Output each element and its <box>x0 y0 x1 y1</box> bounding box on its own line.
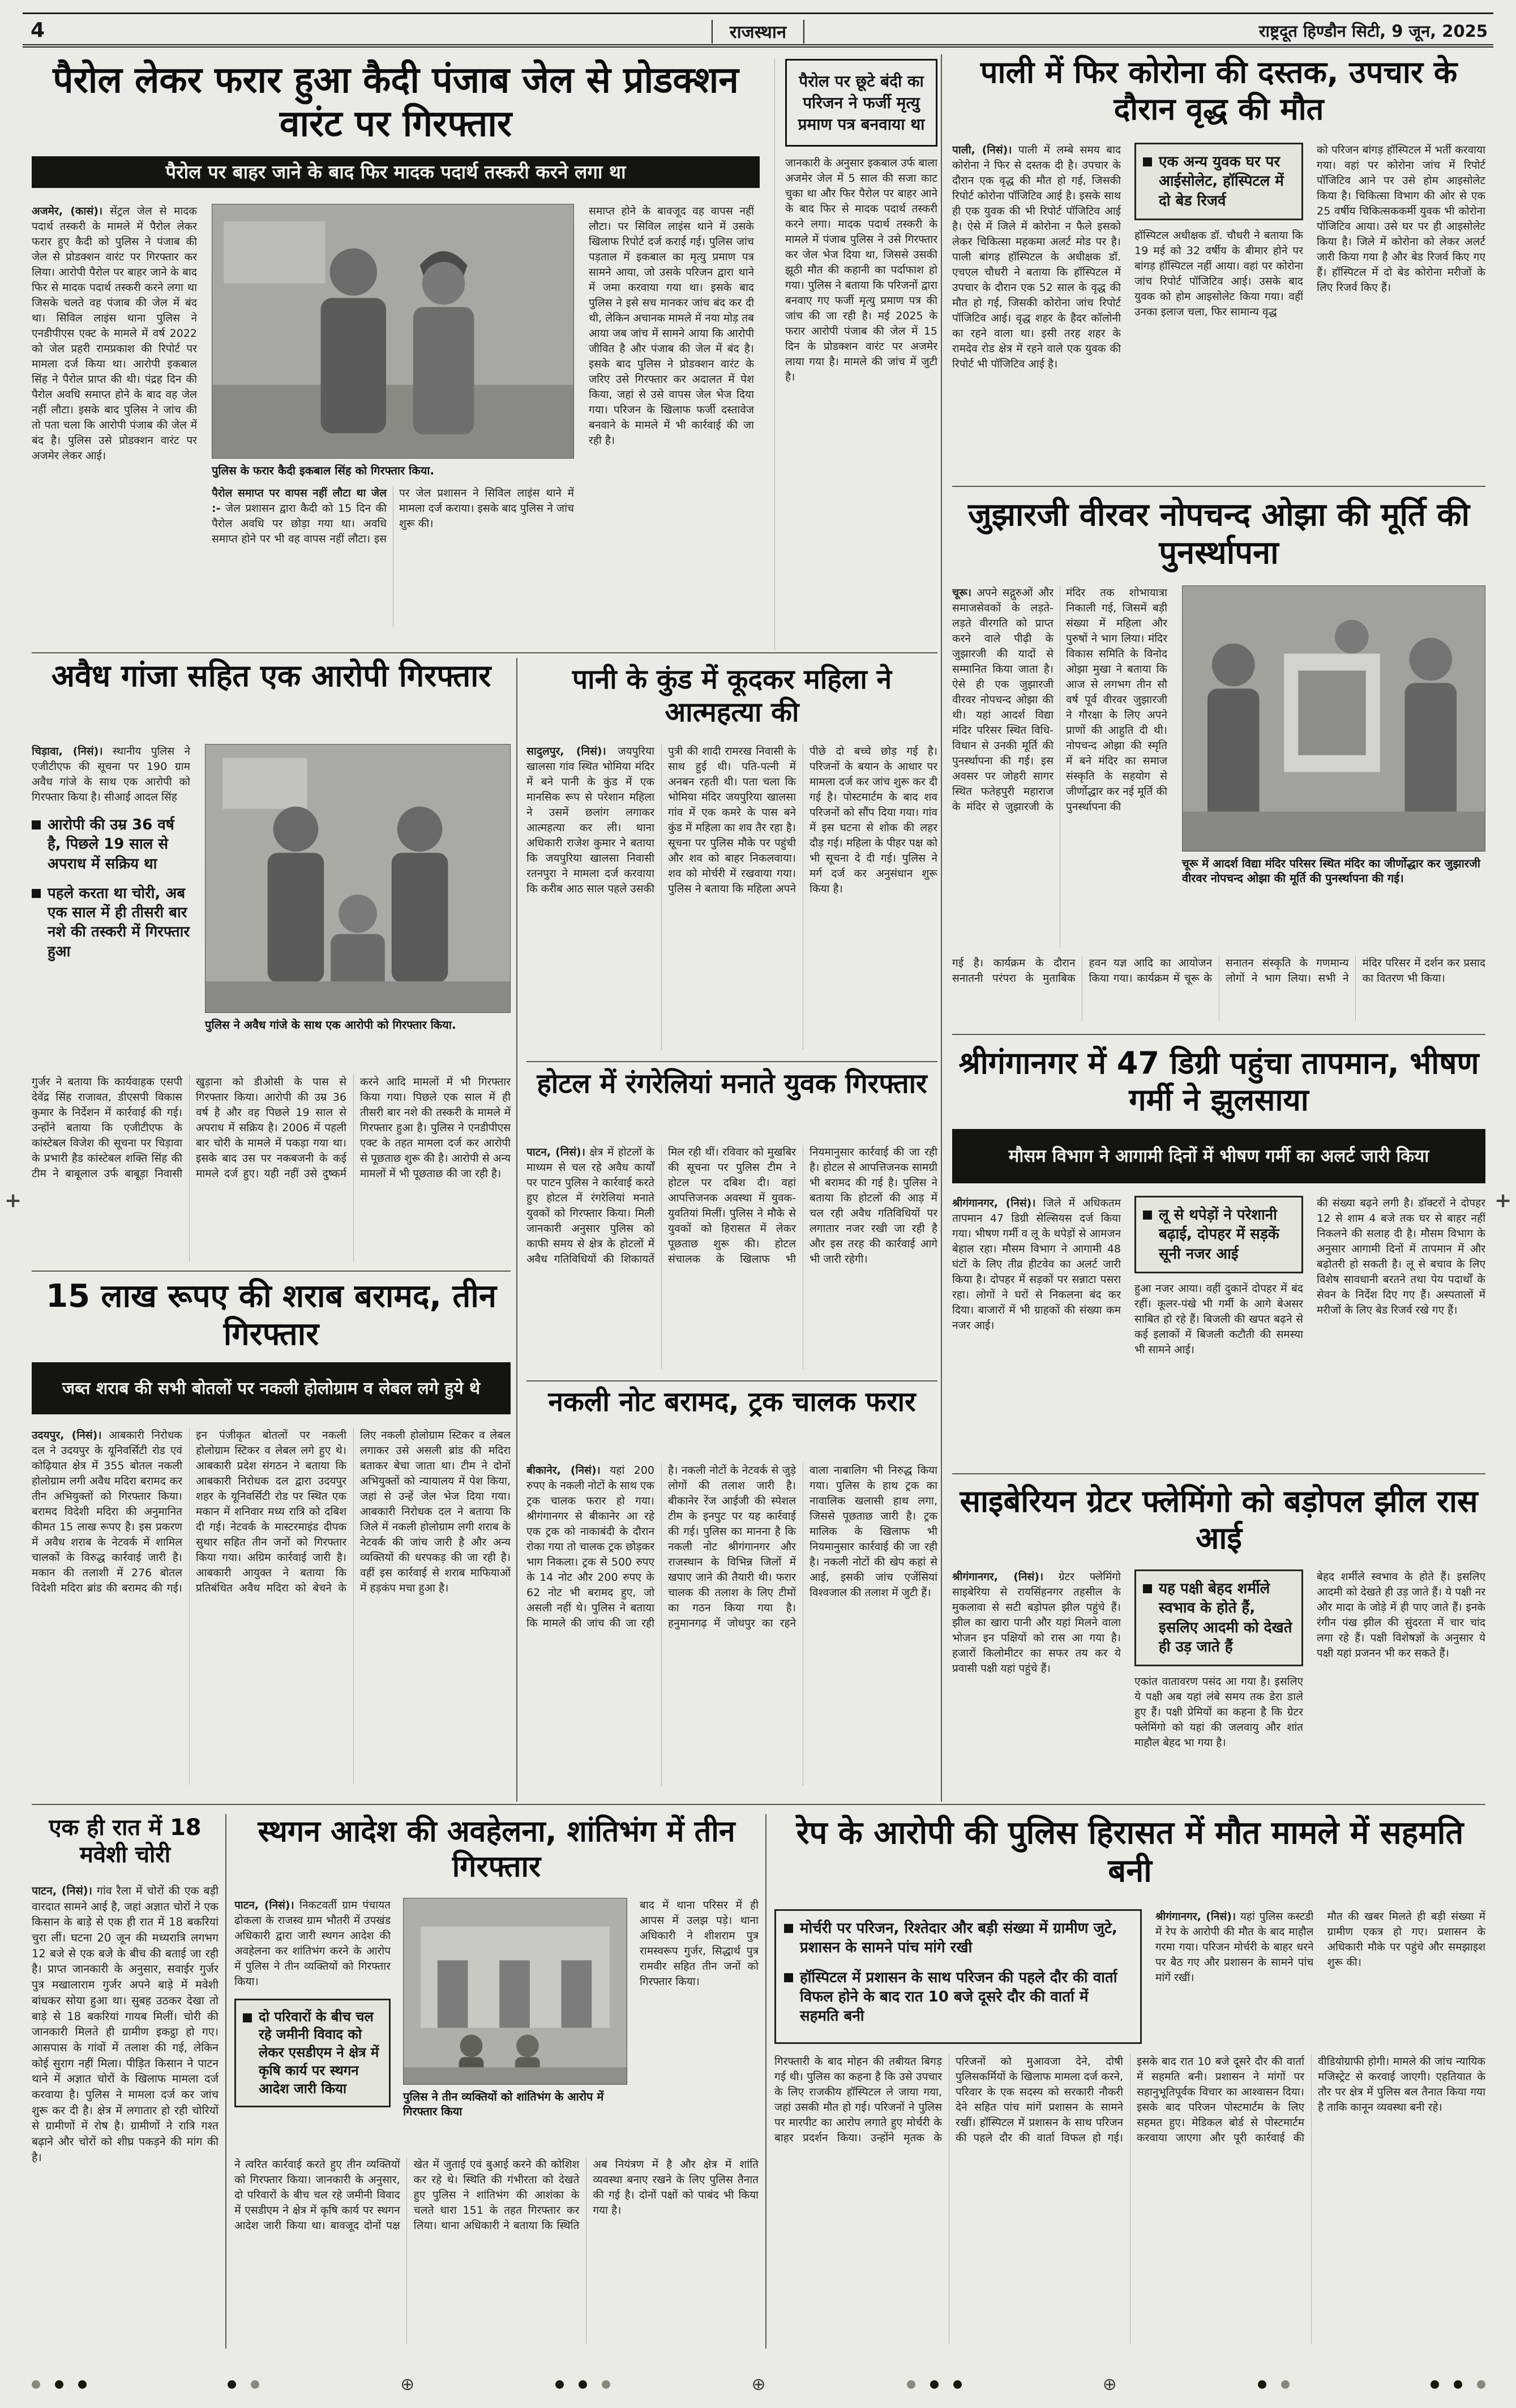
body-column: मौत की खबर मिलते ही बड़ी संख्या में ग्रामीण एकत्र हो गए। प्रशासन के अधिकारी मौके पर पहुंचे और समझाइश शुरू की। <box>1327 1910 1486 1969</box>
photo-illustration <box>404 1898 627 2084</box>
dateline: चूरू। <box>952 587 972 599</box>
article-pali-corona <box>952 54 1485 478</box>
article-body: पाटन, (निसं)। क्षेत्र में होटलों के माध्यम से चल रहे अवैध कार्यों पर पाटन पुलिस ने कार्रवाई करते हुए होटल में रंगरेलियां मनाते युवकों को गिरफ्तार किया। मिली जानकारी अनुसार पुलिस को काफी समय से क्षेत्र के होटलों में अवैध गतिविधियों की शिकायतें मिल रही थीं। रविवार को मुखबिर की सूचना पर पुलिस टीम ने होटल पर दबिश दी। वहां आपत्तिजनक अवस्था में युवक-युवतियां मिलीं। पुलिस ने मौके से युवकों को हिरासत में लेकर पूछताछ शुरू की। होटल संचालक के खिलाफ भी नियमानुसार कार्रवाई की जा रही है। होटल से आपत्तिजनक सामग्री भी बरामद की गई है। पुलिस ने बताया कि होटलों की आड़ में चल रही अवैध गतिविधियों पर लगातार नजर रखी जा रही है और इस तरह की कार्रवाई आगे भी जारी रहेगी। <box>526 1146 937 1265</box>
ganja-arrest-photo <box>205 744 511 1013</box>
body-column: यह पक्षी बेहद शर्मीले स्वभाव के होते हैं, इसलिए आदमी को देखते ही उड़ जाते हैं एकांत वातावरण पसंद आ गया है। इसलिए ये पक्षी अब यहां लंबे समय तक डेरा डाले हुए हैं। पक्षी प्रेमियों का कहना है कि ग्रेटर फ्लेमिंगो को यहां की जलवायु और शांत माहौल बेहद भा गया है। <box>1134 1569 1303 1793</box>
dot-cluster <box>907 2380 962 2389</box>
article-body <box>32 204 760 650</box>
bullet-box <box>774 1909 1142 2044</box>
body-column: अजमेर, (कासं)। सेंट्रल जेल से मादक पदार्थ तस्करी के मामले में पैरोल लेकर फरार हुए कैदी को पुलिस ने पंजाब की जेल से प्रोडक्शन वारंट पर गिरफ्तार कर लिया। आरोपी पैरोल पर बाहर जाने के बाद फिर से मादक पदार्थ तस्करी करने लगा था जिसके चलते वह पंजाब की जेल में बंद था। सिविल लाइंस थाना पुलिस ने एनडीपीएस एक्ट के मामले में वर्ष 2022 को जेल प्रहरी रामप्रकाश की रिपोर्ट पर मामला दर्ज किया था। आरोपी इकबाल सिंह ने पैरोल प्राप्त की थी। पंद्रह दिन की पैरोल अवधि समाप्त होने के बाद वह जेल नहीं लौटा। इसके बाद पुलिस ने जांच की तो पता चला कि आरोपी पंजाब की जेल में बंद है। पुलिस उसे प्रोडक्शन वारंट पर अजमेर लेकर आई। <box>32 205 197 462</box>
body-column: समाप्त होने के बावजूद वह वापस नहीं लौटा। पर सिविल लाइंस थाने में उसके खिलाफ रिपोर्ट दर्ज कराई गई। पुलिस जांच पड़ताल में इकबाल का मृत्यु प्रमाण पत्र सामने आया, जो उसके परिजन द्वारा थाने में जमा करवाया गया था। इसके बाद पुलिस ने इसे सच मानकर जांच बंद कर दी थी, लेकिन अचानक मामले में नया मोड़ तब आया जब जांच में सामने आया कि आरोपी जीवित है और पंजाब की जेल में बंद है। इसके बाद पुलिस ने प्रोडक्शन वारंट के जरिए उसे गिरफ्तार कर अदालत में पेश किया, जहां से उसे वापस जेल भेज दिया गया। परिजन के खिलाफ फर्जी दस्तावेज बनवाने के मामले में भी कार्रवाई की जा रही है। <box>589 205 754 447</box>
body-column: बाद में थाना परिसर में ही आपस में उलझ पड़े। थाना अधिकारी ने शीशराम पुत्र रामस्वरूप गुर्जर, सिद्धार्थ पुत्र रामवीर सहित तीन जनों को गिरफ्तार किया। <box>640 1899 759 1988</box>
body-column: पाटन, (निसं)। निकटवर्ती ग्राम पंचायत ढोकला के राजस्व ग्राम भौतरी में उपखंड अधिकारी द्वारा जारी स्थगन आदेश की अवहेलना कर शांतिभंग करने के आरोप में पुलिस ने तीन व्यक्तियों को गिरफ्तार किया। दो परिवारों के बीच चल रहे जमीनी विवाद को लेकर एसडीएम ने क्षेत्र में कृषि कार्य पर स्थगन आदेश जारी किया <box>234 1898 391 2147</box>
photo-block <box>205 744 511 1061</box>
square-bullet-icon <box>784 1973 793 1982</box>
section-rule <box>32 652 937 653</box>
body-column: की संख्या बढ़ने लगी है। डॉक्टरों ने दोपहर 12 से शाम 4 बजे तक घर से बाहर नहीं निकलने की सलाह दी है। मौसम विभाग के अनुसार आगामी दिनों में तापमान में और बढ़ोतरी हो सकती है। लू से बचाव के लिए विशेष सावधानी बरतने तथा पेय पदार्थों के सेवन के निर्देश दिए गए हैं। अस्पतालों में मरीजों के लिए बेड रिजर्व रखे गए हैं। <box>1317 1197 1485 1316</box>
photo-illustration <box>212 204 573 458</box>
section-rule <box>32 1804 1485 1805</box>
square-bullet-icon <box>32 889 41 898</box>
idol-reinstallation-photo <box>1182 585 1485 852</box>
article-sthagan <box>234 1814 759 2349</box>
article-flamingo <box>952 1483 1485 1796</box>
headline: 15 लाख रूपए की शराब बरामद, तीन गिरफ्तार <box>46 1278 496 1353</box>
photo-caption: चूरू में आदर्श विद्या मंदिर परिसर स्थित मंदिर का जीर्णोद्धार कर जुझारजी वीरवर नोपचन्द ओझा की मूर्ति की पुनर्स्थापना की गई। <box>1182 857 1480 885</box>
column-divider <box>765 1814 766 2349</box>
page-number: 4 <box>31 19 45 42</box>
dateline: सादुलपुर, (निसं)। <box>526 745 606 758</box>
article-body <box>952 585 1485 948</box>
dateline: पाटन, (निसं)। <box>526 1146 585 1158</box>
square-bullet-icon <box>1143 1211 1152 1220</box>
photo-caption: पुलिस के फरार कैदी इकबाल सिंह को गिरफ्तार किया. <box>212 464 435 477</box>
section-rule <box>952 1473 1485 1474</box>
headline: रेप के आरोपी की पुलिस हिरासत में मौत मामले में सहमति बनी <box>796 1815 1464 1890</box>
police-station-photo <box>403 1898 627 2085</box>
crosshair-icon: ⊕ <box>400 2374 415 2394</box>
highlight-box: यह पक्षी बेहद शर्मीले स्वभाव के होते हैं, इसलिए आदमी को देखते ही उड़ जाते हैं <box>1134 1569 1303 1666</box>
article-body <box>952 1569 1485 1793</box>
section-rule <box>526 1380 937 1382</box>
article-nakli-note <box>526 1386 937 1790</box>
article-body: सादुलपुर, (निसं)। जयपुरिया खालसा गांव स्थित भोमिया मंदिर में बने पानी के कुंड में एक मानसिक रूप से परेशान महिला ने उसमें छलांग लगाकर आत्महत्या कर ली। थाना अधिकारी राजेश कुमार ने बताया कि जयपुरिया खालसा निवासी रतनपुरा ने मामला दर्ज करवाया कि करीब आठ साल पहले उसकी पुत्री की शादी रामरख निवासी के साथ हुई थी। पति-पत्नी में अनबन रहती थी। पता चला कि भोमिया मंदिर जयपुरिया खालसा गांव में एक कमरे के पास बने कुंड में महिला का शव तैर रहा है। सूचना पर पुलिस मौके पर पहुंची और शव को बाहर निकलवाया। शव को मोर्चरी में रखवाया गया। पुलिस ने बताया कि महिला अपने पीछे दो बच्चे छोड़ गई है। परिजनों के बयान के आधार पर मामला दर्ज कर जांच शुरू कर दी गई है। पोस्टमार्टम के बाद शव परिजनों को सौंप दिया गया। गांव में इस घटना से शोक की लहर दौड़ गई। महिला के पीहर पक्ष को भी सूचना दे दी गई। पुलिस ने मर्ग दर्ज कर अनुसंधान शुरू किया है। <box>526 745 937 895</box>
article-body: गुर्जर ने बताया कि कार्यवाहक एसपी देवेंद्र सिंह राजावत, डीएसपी विकास कुमार के निर्देशन में कार्रवाई की गई। उन्होंने बताया कि एजीटीएफ के कांस्टेबल विजेश की सूचना पर चिड़ावा के प्रभारी हैड कांस्टेबल शक्ति सिंह की टीम ने बाबूलाल उर्फ बाबूड़ा निवासी खुड़ाना को डीओसी के पास से गिरफ्तार किया। आरोपी की उम्र 36 वर्ष है और वह पिछले 19 साल से अपराध में सक्रिय है। 2006 में पहली बार चोरी के मामले में पकड़ा गया था। इसके बाद उस पर नकबजनी के कई मामले दर्ज हुए। यही नहीं उसे दुष्कर्म करने आदि मामलों में भी गिरफ्तार किया गया। पिछले एक साल में ही तीसरी बार नशे की तस्करी के मामले में गिरफ्तार हुआ है। पुलिस ने एनडीपीएस एक्ट के तहत मामला दर्ज कर आरोपी से पूछताछ शुरू की है। आरोपी से अन्य मामलों में भी पूछताछ की जा रही है। <box>32 1076 511 1180</box>
article-ganja <box>32 658 511 1267</box>
dot-cluster <box>1258 2380 1290 2389</box>
highlight-box: लू से थपेड़ों ने परेशानी बढ़ाई, दोपहर में सड़कें सूनी नजर आई <box>1134 1196 1303 1273</box>
dateline: श्रीगंगानगर, (निसं)। <box>952 1571 1044 1583</box>
bullet-item: आरोपी की उम्र 36 वर्ष है, पिछले 19 साल से अपराध में सक्रिय था <box>32 815 190 874</box>
photo-illustration <box>1183 586 1485 851</box>
photo-caption: पुलिस ने अवैध गांजे के साथ एक आरोपी को गिरफ्तार किया. <box>205 1018 456 1032</box>
headline: स्थगन आदेश की अवहेलना, शांतिभंग में तीन गिरफ्तार <box>258 1815 735 1884</box>
dateline: पाली, (निसं)। <box>952 144 1012 156</box>
side-column <box>774 59 937 650</box>
body-column: चूरू। अपने सद्गुरुओं और समाजसेवकों के लड़ते-लड़ते वीरगति को प्राप्त करने वाले पीढ़ी के जुझारजी की यादों से सम्मानित किया जाता है। ऐसे ही एक जुझारजी वीरवर नोपचन्द ओझा की थी। यहां आदर्श विद्या मंदिर परिसर स्थित विधि-विधान से उनकी मूर्ति की पुनर्स्थापना की गई। इस अवसर पर जोहरी सागर स्थित फतेहपुरी महाराज के मंदिर से जुझारजी के मंदिर तक शोभायात्रा निकाली गई, जिसमें बड़ी संख्या में महिला और पुरुषों ने भाग लिया। मंदिर विकास समिति के विनोद ओझा मुखा ने बताया कि आज से लगभग तीन सौ वर्ष पूर्व वीरवर जुझारजी ने गौरक्षा के लिए अपने प्राणों की आहुति दी थी। नोपचन्द ओझा की स्मृति में बने मंदिर का समाज संस्कृति के सहयोग से जीर्णोद्धार कर नई मूर्ति की पुनर्स्थापना की <box>952 587 1167 813</box>
subhead-bar: मौसम विभाग ने आगामी दिनों में भीषण गर्मी का अलर्ट जारी किया <box>952 1129 1485 1183</box>
section-rule <box>952 1034 1485 1035</box>
headline: नकली नोट बरामद, ट्रक चालक फरार <box>548 1386 916 1418</box>
body-column: श्रीगंगानगर, (निसं)। ग्रेटर फ्लेमिंगो साइबेरिया से रायसिंहनगर तहसील के मुकलावा से सटी बड़ोपल झील पहुंचे हैं। झील का खारा पानी और यहां मिलने वाला भोजन इन पक्षियों को रास आ गया है। हजारों किलोमीटर का सफर तय कर ये प्रवासी पक्षी यहां पहुंचे हैं। <box>952 1571 1121 1675</box>
square-bullet-icon <box>784 1924 793 1933</box>
subhead-bar: पैरोल पर बाहर जाने के बाद फिर मादक पदार्थ तस्करी करने लगा था <box>32 156 760 188</box>
headline: एक ही रात में 18 मवेशी चोरी <box>49 1815 202 1868</box>
body-column: पैरोल समाप्त पर वापस नहीं लौटा था जेल :- जेल प्रशासन द्वारा कैदी को 15 दिन की पैरोल अवधि पर छोड़ा गया था। अवधि समाप्त होने पर भी वह वापस नहीं लौटा। इस पर जेल प्रशासन ने सिविल लाइंस थाने में मामला दर्ज कराया। इसके बाद पुलिस ने जांच शुरू की। <box>212 487 574 545</box>
column-divider <box>941 54 942 1802</box>
dot-cluster <box>555 2380 610 2389</box>
inset-box: पैरोल पर छूटे बंदी का परिजन ने फर्जी मृत्यु प्रमाण पत्र बनवाया था <box>785 59 937 147</box>
photo-block <box>1182 585 1485 948</box>
parole-arrest-photo <box>212 204 574 459</box>
article-top <box>32 744 511 1061</box>
article-body: ने त्वरित कार्रवाई करते हुए तीन व्यक्तियों को गिरफ्तार किया। जानकारी के अनुसार, दो परिवारों के बीच चल रहे जमीनी विवाद में एसडीएम ने क्षेत्र में कृषि कार्य पर स्थगन आदेश जारी किया था। बावजूद दोनों पक्ष खेत में जुताई एवं बुआई करने की कोशिश कर रहे थे। स्थिति की गंभीरता को देखते हुए पुलिस ने शांतिभंग की आशंका के चलते धारा 151 के तहत गिरफ्तार कर लिया। थाना अधिकारी ने बताया कि स्थिति अब नियंत्रण में है और क्षेत्र में शांति व्यवस्था बनाए रखने के लिए पुलिस तैनात की गई है। दोनों पक्षों को पाबंद भी किया गया है। <box>234 2158 759 2232</box>
square-bullet-icon <box>1143 1584 1152 1593</box>
bullet-item: हॉस्पिटल में प्रशासन के साथ परिजन की पहले दौर की वार्ता विफल होने के बाद रात 10 बजे दूसरे दौर की वार्ता में सहमति बनी <box>784 1968 1132 2026</box>
section-rule <box>32 1271 511 1272</box>
dot-cluster <box>1431 2380 1485 2389</box>
headline: होटल में रंगरेलियां मनाते युवक गिरफ्तार <box>537 1068 927 1100</box>
article-jujharji <box>952 496 1485 1025</box>
dot-cluster <box>32 2380 87 2389</box>
photo-caption: पुलिस ने तीन व्यक्तियों को शांतिभंग के आरोप में गिरफ्तार किया <box>403 2090 604 2118</box>
body-column: को परिजन बांगड़ हॉस्पिटल में भर्ती करवाया गया। वहां पर कोरोना जांच में रिपोर्ट पॉजिटिव आने पर उसे होम आइसोलेट किया है। चिकित्सा विभाग की ओर से एक 25 वर्षीय चिकित्सककर्मी युवक भी कोरोना पॉजिटिव आया। उसे घर पर ही आइसोलेट किया है। जिले में कोरोना को लेकर अलर्ट जारी किया गया है और बेड रिजर्व किए गए हैं। हॉस्पिटल में दो बेड कोरोना मरीजों के लिए रिजर्व किए हैं। <box>1317 144 1485 294</box>
highlight-box: दो परिवारों के बीच चल रहे जमीनी विवाद को लेकर एसडीएम ने क्षेत्र में कृषि कार्य पर स्थगन आदेश जारी किया <box>234 1999 391 2107</box>
crop-mark-icon: + <box>5 1189 22 1212</box>
crosshair-icon: ⊕ <box>751 2374 766 2394</box>
article-maveshi-chori <box>32 1814 219 2349</box>
photo-illustration <box>205 745 510 1012</box>
article-sharab <box>32 1277 511 1789</box>
bullet-item: पहले करता था चोरी, अब एक साल में ही तीसरी बार नशे की तस्करी में गिरफ्तार हुआ <box>32 884 190 961</box>
photo-block <box>403 1898 627 2147</box>
article-parole <box>32 59 937 650</box>
square-bullet-icon <box>243 2013 252 2022</box>
article-pani-kund <box>526 664 937 1055</box>
body-column: चिड़ावा, (निसं)। स्थानीय पुलिस ने एजीटीएफ की सूचना पर 190 ग्राम अवैध गांजे के साथ एक आरोपी को गिरफ्तार किया है। सीआई आदल सिंह आरोपी की उम्र 36 वर्ष है, पिछले 19 साल से अपराध में सक्रिय था पहले करता था चोरी, अब एक साल में ही तीसरी बार नशे की तस्करी में गिरफ्तार हुआ <box>32 744 190 1061</box>
article-custody-death <box>774 1814 1485 2349</box>
headline: अवैध गांजा सहित एक आरोपी गिरफ्तार <box>51 658 491 694</box>
column-divider <box>516 658 517 1802</box>
body-column: जानकारी के अनुसार इकबाल उर्फ बाला अजमेर जेल में 5 साल की सजा काट चुका था और फिर पैरोल पर बाहर आने के बाद फिर से मादक पदार्थ तस्करी करने लगा। मादक पदार्थ तस्करी के मामले में पंजाब पुलिस ने उसे गिरफ्तार कर जेल भेज दिया था, जिससे उसकी झूठी मौत की कहानी का पर्दाफाश हो गया। पुलिस ने बताया कि परिजनों द्वारा बनवाए गए फर्जी मृत्यु प्रमाण पत्र की जांच की जा रही है। मई 2025 के फरार आरोपी पंजाब की जेल में 15 दिन के प्रोडक्शन वारंट पर अजमेर लाया गया है। मामले की जांच में जुटी है। <box>785 157 937 383</box>
body-column: श्रीगंगानगर, (निसं)। जिले में अधिकतम तापमान 47 डिग्री सेल्सियस दर्ज किया गया। भीषण गर्मी व लू के थपेड़ों से आमजन बेहाल रहा। मौसम विभाग ने आगामी 48 घंटों के लिए तीव्र हीटवेव का अलर्ट जारी किया है। दोपहर में सड़कों पर सन्नाटा पसरा रहा। लोगों ने घरों से निकलना बंद कर दिया। बाजारों में भी ग्राहकों की संख्या कम नजर आई। <box>952 1197 1121 1332</box>
dateline: श्रीगंगानगर, (निसं)। <box>952 1197 1036 1209</box>
headline: पैरोल लेकर फरार हुआ कैदी पंजाब जेल से प्रोडक्शन वारंट पर गिरफ्तार <box>53 59 739 145</box>
body-tail: गई है। कार्यक्रम के दौरान सनातनी परंपरा के मुताबिक हवन यज्ञ आदि का आयोजन किया गया। कार्यक्रम में चूरू के सनातन संस्कृति के गणमान्य लोगों ने भाग लिया। सभी ने मंदिर परिसर में दर्शन कर प्रसाद का वितरण भी किया। <box>952 957 1485 985</box>
headline: साइबेरियन ग्रेटर फ्लेमिंगो को बड़ोपल झील रास आई <box>960 1483 1478 1556</box>
body-column: एक अन्य युवक घर पर आईसोलेट, हॉस्पिटल में दो बेड रिजर्व हॉस्पिटल अधीक्षक डॉ. चौधरी ने बताया कि 19 मई को 32 वर्षीय के बीमार होने पर बांगड़ हॉस्पिटल नहीं आया। वहां पर कोरोना जांच रिपोर्ट पॉजिटिव आई। उसके बाद युवक को होम आइसोलेट किया गया। वहीं उनका इलाज चला, फिर सामान्य वृद्ध <box>1134 143 1303 476</box>
body-column: लू से थपेड़ों ने परेशानी बढ़ाई, दोपहर में सड़कें सूनी नजर आई हुआ नजर आया। वहीं दुकानें दोपहर में बंद रहीं। कूलर-पंखे भी गर्मी के आगे बेअसर साबित हो रहे हैं। बिजली की खपत बढ़ने से कई इलाकों में बिजली कटौती की समस्या भी सामने आई। <box>1134 1196 1303 1464</box>
square-bullet-icon <box>32 820 41 829</box>
subhead-inline: पैरोल समाप्त पर वापस नहीं लौटा था जेल :- <box>212 487 387 515</box>
dateline: बीकानेर, (निसं)। <box>526 1464 601 1477</box>
highlight-box: एक अन्य युवक घर पर आईसोलेट, हॉस्पिटल में दो बेड रिजर्व <box>1134 143 1303 220</box>
article-body <box>952 143 1485 476</box>
registration-marks <box>32 2376 1485 2393</box>
dateline: पाटन, (निसं)। <box>32 1884 92 1897</box>
article-body <box>952 1196 1485 1464</box>
body-column: पाली, (निसं)। पाली में लम्बे समय बाद कोरोना ने फिर से दस्तक दी है। उपचार के दौरान एक वृद्ध की मौत हो गई, जिसकी रिपोर्ट कोरोना पॉजिटिव आई है। इसके साथ ही एक युवक की भी रिपोर्ट पॉजिटिव आई है। ऐसे में जिले में कोरोना न फैले इसको लेकर चिकित्सा महकमा अलर्ट मोड पर है। पाली बांगड़ हॉस्पिटल के अधीक्षक डॉ. एचएल चौधरी ने बताया कि हॉस्पिटल में उपचार के दौरान एक 52 साल के वृद्ध की मौत हो गई, जिसकी कोरोना जांच रिपोर्ट पॉजिटिव आई। वृद्ध शहर के हैदर कॉलोनी का रहने वाला था। इसी तरह शहर के रामदेव रोड क्षेत्र में रहने वाले एक युवक की रिपोर्ट भी पॉजिटिव आई है। <box>952 144 1121 370</box>
dateline: उदयपुर, (निसं)। <box>32 1429 102 1442</box>
dateline: अजमेर, (कासं)। <box>32 205 103 217</box>
headline: पाली में फिर कोरोना की दस्तक, उपचार के दौरान वृद्ध की मौत <box>980 54 1458 127</box>
article-top <box>774 1909 1485 2044</box>
headline: जुझारजी वीरवर नोपचन्द ओझा की मूर्ति की पुनर्स्थापना <box>968 497 1470 572</box>
article-body: पाटन, (निसं)। गांव रैला में चोरों की एक बड़ी वारदात सामने आई है, जहां अज्ञात चोरों ने एक किसान के बाड़े से एक ही रात में 18 बकरियां चुरा लीं। घटना 20 जून की मध्यरात्रि लगभग 12 बजे से एक बजे के बीच की बताई जा रही है। प्राप्त जानकारी के अनुसार, सवाईर गुर्जर पुत्र मखालाराम गुर्जर अपने बाड़े में मवेशी बांधकर सोया हुआ था। सुबह उठकर देखा तो बाड़े से 18 बकरियां गायब मिलीं। चोरी की जानकारी मिलते ही ग्रामीण इकट्ठा हो गए। आसपास के गांवों में तलाश की गई, लेकिन कोई सुराग नहीं मिला। पीड़ित किसान ने पाटन थाने में अज्ञात चोरों के खिलाफ मामला दर्ज करवाया है। पुलिस ने मामला दर्ज कर जांच शुरू कर दी है। क्षेत्र में लगातार हो रही चोरियों से ग्रामीणों में रोष है। ग्रामीणों ने रात्रि गश्त बढ़ाने और चोरों को शीघ्र पकड़ने की मांग की है। <box>32 1884 219 2164</box>
photo-block <box>212 204 574 650</box>
square-bullet-icon <box>1143 157 1152 166</box>
crosshair-icon: ⊕ <box>1102 2374 1117 2394</box>
page-header <box>23 12 1493 48</box>
article-hotel <box>526 1068 937 1374</box>
dateline: पाटन, (निसं)। <box>234 1899 294 1911</box>
article-body: बीकानेर, (निसं)। यहां 200 रुपए के नकली नोटों के साथ एक ट्रक चालक फरार हो गया। श्रीगंगानगर से बीकानेर आ रहे एक ट्रक को नाकाबंदी के दौरान रोका गया तो चालक ट्रक छोड़कर भाग निकला। ट्रक से 500 रुपए के 14 नोट और 200 रुपए के 62 नोट भी बरामद हुए, जो असली नहीं थे। पुलिस ने बताया कि मामले की जांच की जा रही है। नकली नोटों के नेटवर्क से जुड़े लोगों की तलाश जारी है। बीकानेर रेंज आईजी की स्पेशल टीम के इनपुट पर यह कार्रवाई की गई। पुलिस का मानना है कि नकली नोट श्रीगंगानगर और राजस्थान के विभिन्न जिलों में खपाए जाने की तैयारी थी। फरार चालक की तलाश के लिए टीमों का गठन किया गया है। हनुमानगढ़ में जोधपुर का रहने वाला नाबालिग भी निरुद्ध किया गया। पुलिस के हाथ ट्रक का नावालिक खलासी हाथ लगा, जिससे पूछताछ जारी है। ट्रक मालिक के खिलाफ भी नियमानुसार कार्रवाई की जा रही है। नकली नोटों की खेप कहां से आई, इसकी जांच एजेंसियां विश्वजाल की तलाश में जुटी हैं। <box>526 1464 937 1629</box>
article-body: गिरफ्तारी के बाद मोहन की तबीयत बिगड़ गई थी। पुलिस का कहना है कि उसे उपचार के लिए राजकीय हॉस्पिटल ले जाया गया, जहां उसकी मौत हो गई। परिजनों ने पुलिस पर मारपीट का आरोप लगाते हुए मोर्चरी के बाहर प्रदर्शन किया। उन्होंने मृतक के परिजनों को मुआवजा देने, दोषी पुलिसकर्मियों के खिलाफ मामला दर्ज करने, परिवार के एक सदस्य को सरकारी नौकरी देने सहित पांच मांगें प्रशासन के सामने रखीं। हॉस्पिटल में प्रशासन के साथ परिजन की पहले दौर की वार्ता विफल हो गई। इसके बाद रात 10 बजे दूसरे दौर की वार्ता में सहमति बनी। प्रशासन ने मांगों पर सहानुभूतिपूर्वक विचार का आश्वासन दिया। इसके बाद परिजन पोस्टमार्टम के लिए सहमत हुए। मेडिकल बोर्ड से पोस्टमार्टम करवाया जाएगा और पूरी कार्रवाई की वीडियोग्राफी होगी। मामले की जांच न्यायिक मजिस्ट्रेट से करवाई जाएगी। एहतियात के तौर पर क्षेत्र में पुलिस बल तैनात किया गया है ताकि कानून व्यवस्था बनी रहे। <box>774 2055 1485 2144</box>
body-column: बेहद शर्मीले स्वभाव के होते हैं। इसलिए आदमी को देखते ही उड़ जाते हैं। ये पक्षी नर और मादा के जोड़े में ही पाए जाते हैं। इनके रंगीन पंख झील की सुंदरता में चार चांद लगा रहे हैं। पक्षी विशेषज्ञों के अनुसार ये पक्षी यहां प्रजनन भी कर सकते हैं। <box>1317 1571 1485 1659</box>
article-body: उदयपुर, (निसं)। आबकारी निरोधक दल ने उदयपुर के यूनिवर्सिटी रोड एवं कोढ़ियात क्षेत्र में 355 बोतल नकली होलोग्राम लगी अवैध मदिरा बरामद कर तीन अभियुक्तों को गिरफ्तार किया। बरामद विदेशी मदिरा की अनुमानित कीमत 15 लाख रूपए है। इस प्रकरण में अवैध शराब के नेटवर्क में शामिल चालकों के विरुद्ध कार्रवाई जारी है। मकान की तलाशी में 276 बोतल विदेशी मदिरा ब्रांड की बरामद की गई। इन पंजीकृत बोतलों पर नकली होलोग्राम स्टिकर व लेबल लगे हुए थे। आबकारी प्रदेश संगठन ने बताया कि आबकारी निरोधक दल द्वारा उदयपुर शहर के यूनिवर्सिटी रोड पर स्थित एक मकान में शनिवार मध्य रात्रि को दबिश दी गई। नेटवर्क के मास्टरमाइंड दीपक सुथार सहित तीन जनों को गिरफ्तार किया गया। अग्रिम कार्रवाई जारी है। आबकारी आयुक्त ने बताया कि प्रतिबंधित अवैध मदिरा को बेचने के लिए नकली होलोग्राम स्टिकर व लेबल लगाकर उसे असली ब्रांड की मदिरा बताकर बेचा जाता था। टीम ने दोनों अभियुक्तों को न्यायालय में पेश किया, जहां से उन्हें जेल भेज दिया गया। आबकारी निरोधक दल ने बताया कि जिले में नकली होलोग्राम लगी शराब के नेटवर्क की जांच जारी है और अन्य व्यक्तियों की धरपकड़ की जा रही है। वहीं इस कार्रवाई से शराब माफियाओं में हड़कंप मचा हुआ है। <box>32 1429 511 1594</box>
headline: पानी के कुंड में कूदकर महिला ने आत्महत्या की <box>572 664 892 728</box>
crop-mark-icon: + <box>1494 1189 1512 1212</box>
section-rule <box>526 1061 937 1062</box>
section-rule <box>952 486 1485 487</box>
headline: श्रीगंगानगर में 47 डिग्री पहुंचा तापमान, भीषण गर्मी ने झुलसाया <box>958 1045 1479 1118</box>
subhead-bar: जब्त शराब की सभी बोतलों पर नकली होलोग्राम व लेबल लगे हुये थे <box>32 1362 511 1414</box>
dateline: चिड़ावा, (निसं)। <box>32 745 103 758</box>
dateline: श्रीगंगानगर, (निसं)। <box>1155 1910 1236 1923</box>
column-divider <box>225 1814 226 2349</box>
article-top <box>234 1898 759 2147</box>
bullet-item: मोर्चरी पर परिजन, रिश्तेदार और बड़ी संख्या में ग्रामीण जुटे, प्रशासन के सामने पांच मांगे रखी <box>784 1919 1132 1958</box>
edition-title: राष्ट्रदूत हिण्डौन सिटी, 9 जून, 2025 <box>1258 22 1488 41</box>
section-title: राजस्थान <box>712 20 804 44</box>
article-heatwave <box>952 1045 1485 1466</box>
dot-cluster <box>228 2380 259 2389</box>
body-column: श्रीगंगानगर, (निसं)। यहां पुलिस कस्टडी में रेप के आरोपी की मौत के बाद माहौल गरमा गया। परिजन मोर्चरी के बाहर धरने पर बैठ गए और प्रशासन के सामने पांच मांगें रखीं। <box>1155 1910 1314 1984</box>
